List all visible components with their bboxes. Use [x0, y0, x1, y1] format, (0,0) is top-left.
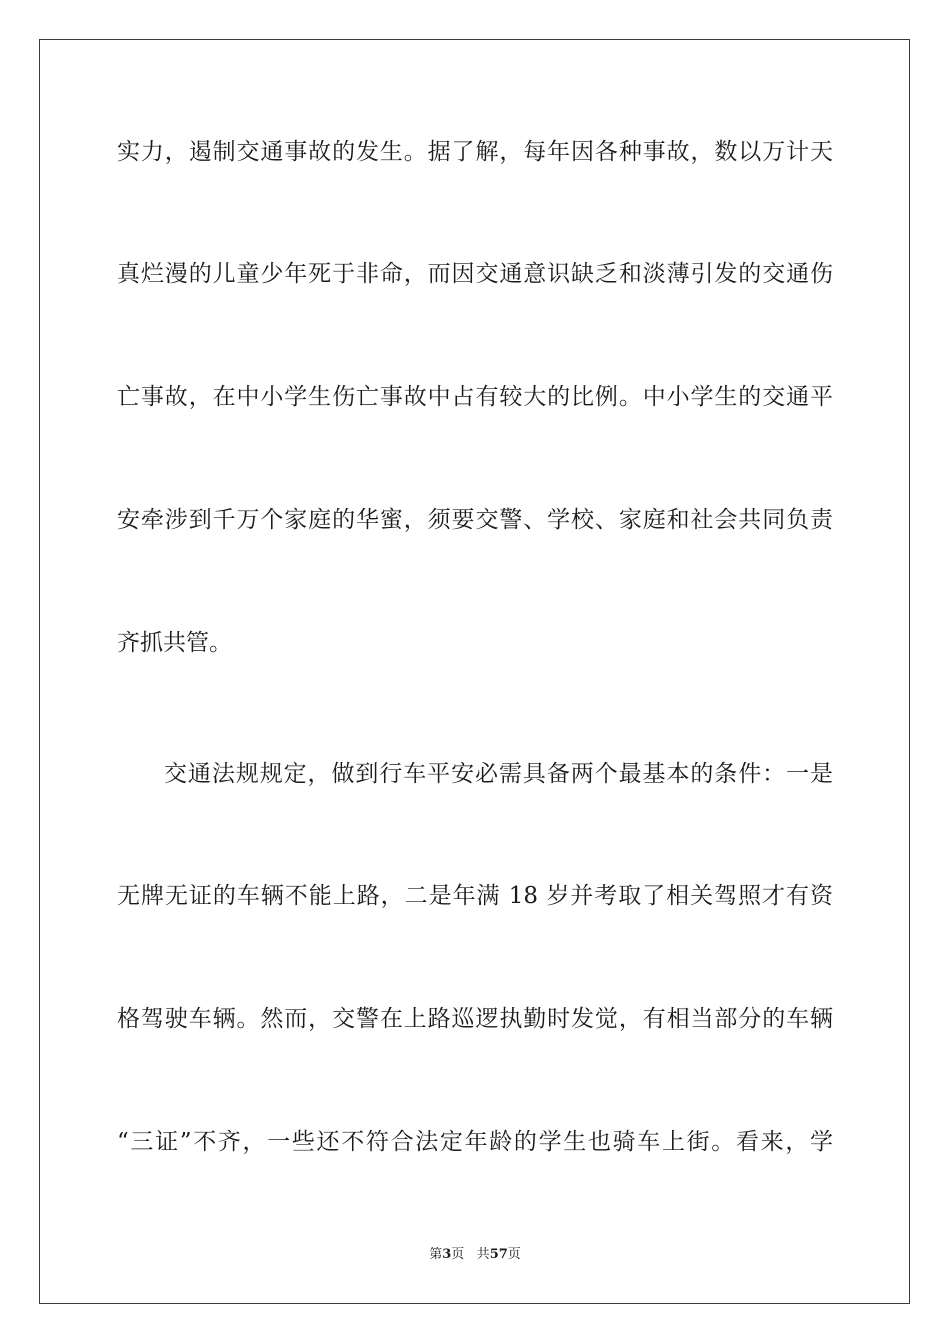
paragraph-line: 亡事故，在中小学生伤亡事故中占有较大的比例。中小学生的交通平 — [117, 384, 833, 410]
paragraph-line: 格驾驶车辆。然而，交警在上路巡逻执勤时发觉，有相当部分的车辆 — [117, 1006, 833, 1032]
paragraph-line: 交通法规规定，做到行车平安必需具备两个最基本的条件：一是 — [164, 761, 833, 787]
footer-page-prefix: 第 — [429, 1247, 443, 1262]
page-border — [39, 39, 910, 1304]
footer-page-suffix: 页 — [451, 1247, 465, 1262]
paragraph-line: 齐抓共管。 — [117, 630, 232, 656]
footer-page-number: 3 — [442, 1247, 452, 1262]
paragraph-line: 实力，遏制交通事故的发生。据了解，每年因各种事故，数以万计天 — [117, 139, 833, 165]
paragraph-line: “三证”不齐，一些还不符合法定年龄的学生也骑车上街。看来，学 — [117, 1129, 833, 1155]
page-footer — [0, 1246, 950, 1264]
paragraph-line: 真烂漫的儿童少年死于非命，而因交通意识缺乏和淡薄引发的交通伤 — [117, 261, 833, 287]
paragraph-line: 安牵涉到千万个家庭的华蜜，须要交警、学校、家庭和社会共同负责 — [117, 507, 833, 533]
footer-total-pages: 57 — [489, 1247, 508, 1262]
footer-total-suffix: 页 — [507, 1247, 521, 1262]
paragraph-line: 无牌无证的车辆不能上路，二是年满 18 岁并考取了相关驾照才有资 — [117, 883, 833, 909]
footer-total-prefix: 共 — [476, 1247, 490, 1262]
